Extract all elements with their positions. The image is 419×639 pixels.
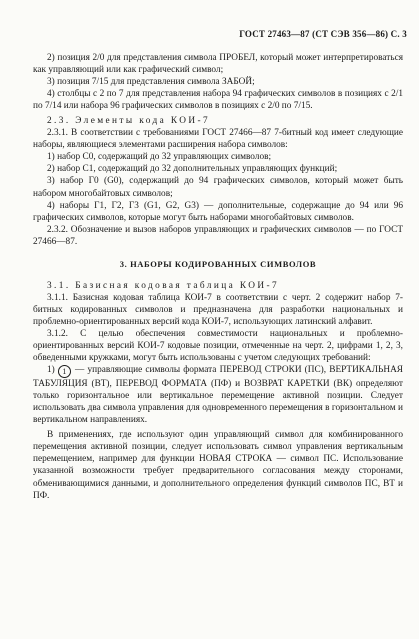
subsection-heading-2-3: 2.3. Элементы кода КОИ-7 <box>47 116 211 127</box>
paragraph-applications: В применениях, где используют один управляющий символ для комбинированного перемещения активной позиции, следует использовать символ управления вертикальным перемещением, например для функции НОВАЯ СТРОКА — символ ПС. Использование указанной возможности требует предварительного согласования между сторонами, обменивающимися данными, и дополнительного определения функций символов ПС, ВТ и ПФ. <box>33 430 403 501</box>
list-item-c0: 1) набор С0, содержащий до 32 управляющих символов; <box>47 152 272 163</box>
paragraph-3-1-2: 3.1.2. С целью обеспечения совместимости национальных и проблемно-ориентированных версий КОИ-7 кодовые позиции, отмеченные на черт. 2, цифрами 1, 2, 3, обведенными кружками, могут быть использованы с учетом следующих требований: <box>33 328 403 364</box>
item-number: 1) <box>47 365 55 376</box>
paragraph-3-1-1: 3.1.1. Базисная кодовая таблица КОИ-7 в соответствии с черт. 2 содержит набор 7-битных кодированных символов и предназначена для разработки национальных и проблемно-ориентированных версий кода КОИ-7, использующих латинский алфавит. <box>33 292 403 327</box>
item-text: — управляющие символы формата ПЕРЕВОД СТРОКИ (ПС), ВЕРТИКАЛЬНАЯ ТАБУЛЯЦИЯ (ВТ), ПЕРЕВОД ФОРМАТА (ПФ) и ВОЗВРАТ КАРЕТКИ (ВК) определяют только горизонтальное или вертикальное перемещение активной позиции. Следует использовать два символа управления для одновременного перемещения в горизонтальном и вертикальном направлениях. <box>33 365 403 426</box>
circled-number-icon: 1 <box>58 365 71 378</box>
list-item-c1: 2) набор С1, содержащий до 32 дополнительных управляющих функций; <box>47 164 338 175</box>
paragraph-item-4: 4) столбцы с 2 по 7 для представления набора 94 графических символов в позициях с 2/1 по 7/14 или набора 96 графических символов в позициях с 2/0 по 7/15. <box>33 89 403 112</box>
section-title-3: 3. НАБОРЫ КОДИРОВАННЫХ СИМВОЛОВ <box>119 258 317 269</box>
paragraph-3-1-2-item-1 <box>33 364 403 426</box>
list-item-g1-g3: 4) наборы Г1, Г2, Г3 (G1, G2, G3) — дополнительные, содержащие до 94 или 96 графических символов, которые могут быть наборами многобайтовых символов. <box>33 200 403 223</box>
paragraph-item-3: 3) позиция 7/15 для представления символа ЗАБОЙ; <box>47 77 255 88</box>
paragraph-2-3-1: 2.3.1. В соответствии с требованиями ГОСТ 27466—87 7-битный код имеет следующие наборы, являющиеся элементами расширения набора символов: <box>33 128 403 151</box>
subsection-heading-3-1: 3.1. Базисная кодовая таблица КОИ-7 <box>47 280 279 291</box>
paragraph-2-3-2: 2.3.2. Обозначение и вызов наборов управляющих и графических символов — по ГОСТ 27466—87. <box>33 224 403 247</box>
page-header: ГОСТ 27463—87 (СТ СЭВ 356—86) С. 3 <box>239 29 407 39</box>
paragraph-item-2: 2) позиция 2/0 для представления символа ПРОБЕЛ, который может интерпретироваться как управляющий или как графический символ; <box>33 53 403 76</box>
list-item-g0: 3) набор Г0 (G0), содержащий до 94 графических символов, который может быть набором многобайтовых символов; <box>33 176 403 199</box>
document-body <box>33 52 403 502</box>
